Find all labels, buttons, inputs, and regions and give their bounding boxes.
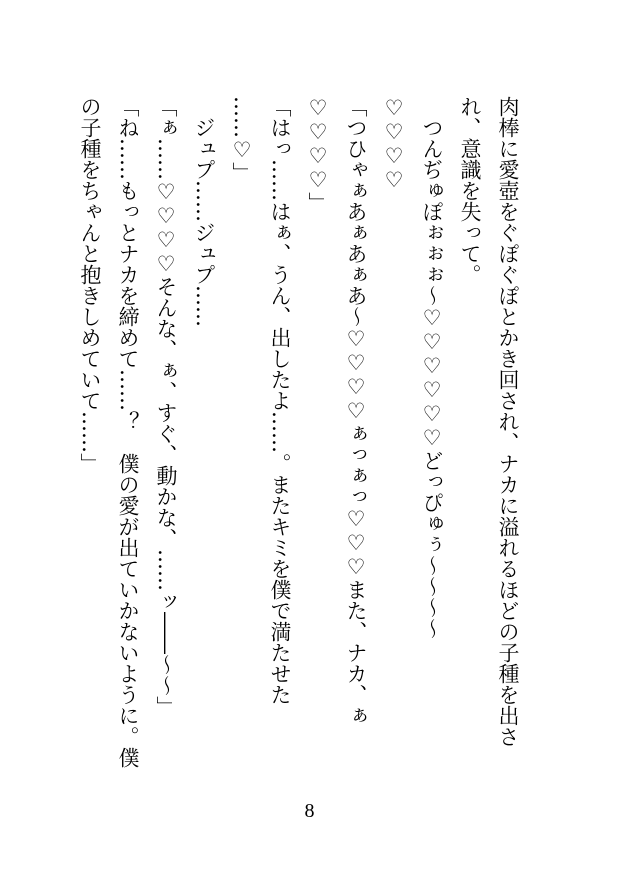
text-line-7: 「はっ……はぁ、うん、出したよ……。またキミを僕で満たせた	[268, 96, 292, 705]
text-line-4: ♡♡♡♡	[382, 96, 406, 192]
text-line-1: 肉棒に愛壺をぐぽぐぽとかき回され、ナカに溢れるほどの子種を出さ	[496, 96, 520, 747]
text-line-11: 「ね……もっとナカを締めて……？ 僕の愛が出ていかないように。僕	[116, 96, 140, 768]
text-line-5: 「つひゃぁあぁあぁあ〜♡♡♡♡ぁっぁっ♡♡♡また、ナカ、ぁ	[344, 96, 368, 726]
text-line-2: れ、意識を失って。	[458, 96, 482, 285]
text-line-6: ♡♡♡♡」	[306, 96, 330, 213]
text-line-12: の子種をちゃんと抱きしめていて……」	[78, 96, 102, 474]
text-line-8: ……♡」	[230, 96, 254, 183]
text-line-9: ジュプ……ジュプ……	[192, 96, 216, 327]
text-line-10: 「ぁ……♡♡♡♡そんな、ぁ、すぐ、動かな、……ッ――〜〜」	[154, 96, 178, 717]
vertical-text-body	[71, 96, 527, 786]
page-number: 8	[304, 800, 315, 822]
text-line-3: つんぢゅぽぉぉぉ〜♡♡♡♡♡♡どっぴゅぅ〜〜〜〜	[420, 96, 444, 639]
